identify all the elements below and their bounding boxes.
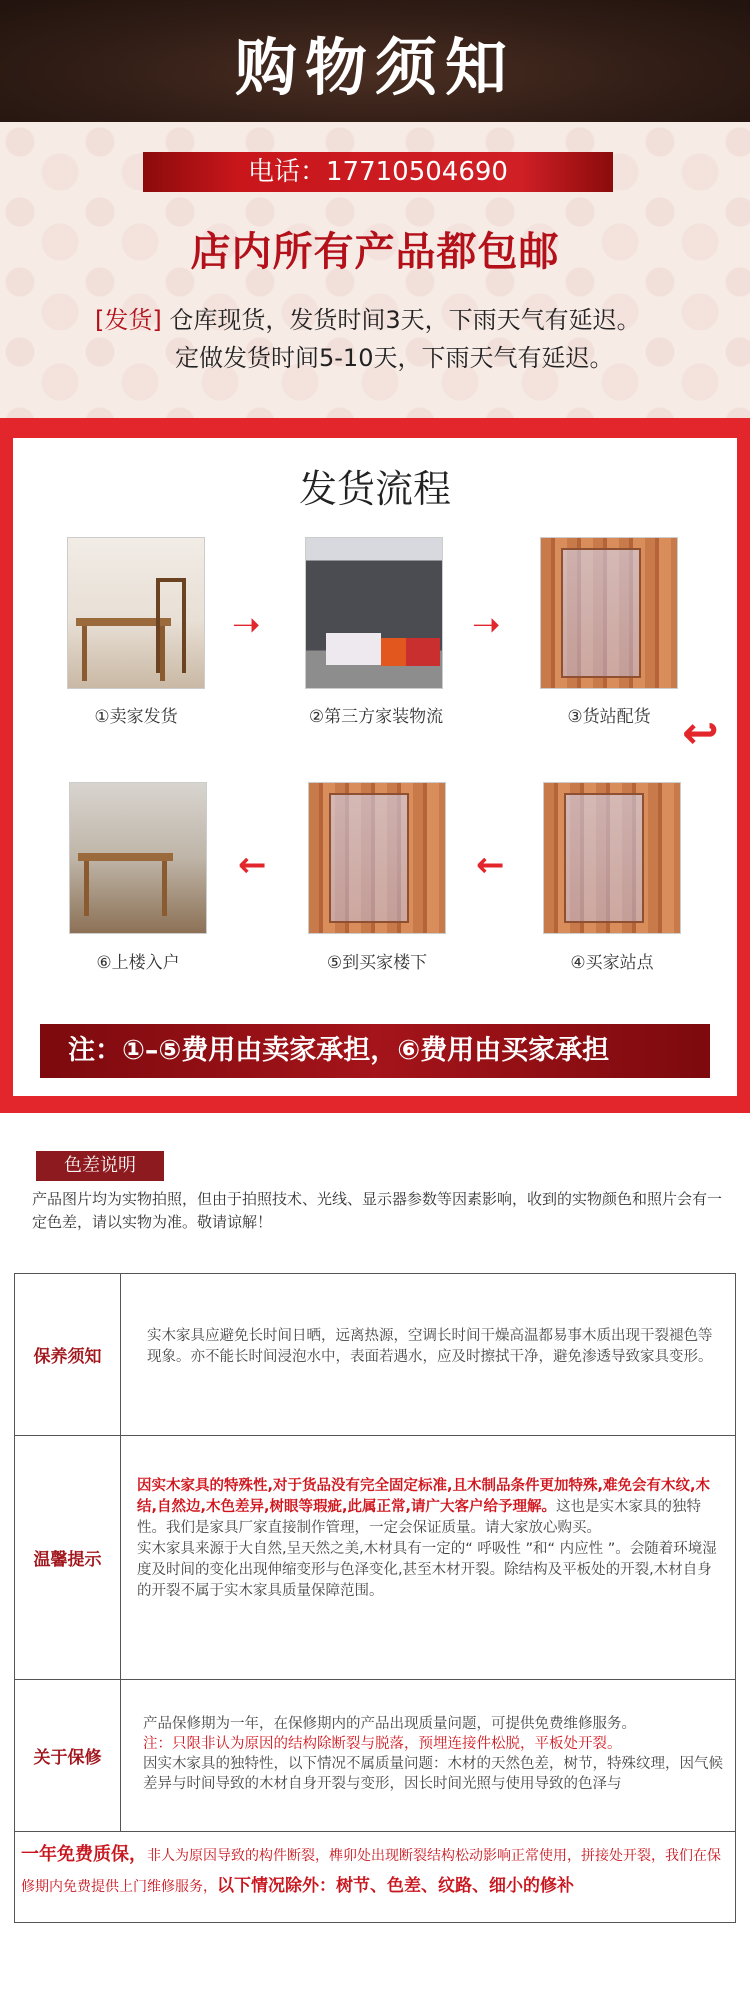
tips-body [121, 1436, 735, 1679]
tips-heading: 温馨提示 [15, 1436, 121, 1679]
tips-red-text: 因实木家具的特殊性,对于货品没有完全固定标准,且木制品条件更加特殊,难免会有木纹,木结,自然边,木色差异,树眼等瑕疵,此属正常,请广大客户给予理解。 [137, 1478, 711, 1515]
warranty-body [121, 1680, 735, 1831]
table-row-tips [15, 1436, 735, 1680]
page-title: 购物须知 [234, 31, 515, 104]
shipping-info-line2: 定做发货时间5-10天，下雨天气有延迟。 [175, 344, 614, 372]
color-diff-text: 产品图片均为实物拍照，但由于拍照技术、光线、显示器参数等因素影响，收到的实物颜色和照片会有一定色差，请以实物为准。敬请谅解！ [32, 1190, 723, 1231]
step-1-label: ①卖家发货 [94, 707, 178, 727]
table-row-warranty [15, 1680, 735, 1832]
warranty-line3: 因实木家具的独特性，以下情况不属质量问题：木材的天然色差，树节，特殊纹理，因气候差异与时间导致的木材自身开裂与变形，因长时间光照与使用导致的色泽与 [143, 1756, 723, 1792]
care-table [14, 1273, 736, 1923]
step-5-image [308, 782, 446, 934]
warranty-heading: 关于保修 [15, 1680, 121, 1831]
free-shipping-text: 店内所有产品都包邮 [190, 229, 560, 275]
arrow-right-icon: ➝ [472, 605, 501, 645]
step-2-image [305, 537, 443, 689]
care-text: 实木家具应避免长时间日晒，远离热源，空调长时间干燥高温都易事木质出现干裂褪色等现象。亦不能长时间浸泡水中，表面若遇水，应及时擦拭干净，避免渗透导致家具变形。 [147, 1328, 713, 1365]
free-warranty-title: 一年免费质保， [21, 1844, 147, 1865]
tips-text1: 这也是实木家具的独特性。我们是家具厂家直接制作管理，一定会保证质量。请大家放心购买。 [137, 1499, 702, 1536]
step-5-label: ⑤到买家楼下 [326, 953, 428, 973]
step-3-image [540, 537, 678, 689]
process-title: 发货流程 [298, 467, 451, 511]
step-6-image [69, 782, 207, 934]
shipping-info-text1: 仓库现货，发货时间3天，下雨天气有延迟。 [161, 306, 641, 334]
step-4-label: ④买家站点 [570, 953, 654, 973]
step-2-label: ②第三方家装物流 [308, 707, 444, 727]
color-diff-tag: 色差说明 [36, 1151, 164, 1181]
care-heading: 保养须知 [15, 1274, 121, 1435]
fee-note: 注：①–⑤费用由卖家承担，⑥费用由买家承担 [40, 1024, 710, 1078]
turn-arrow-icon: ↩ [682, 708, 719, 759]
tips-text2: 实木家具来源于大自然,呈天然之美,木材具有一定的“ 呼吸性 ”和“ 内应性 ”。会随着环境湿度及时间的变化出现伸缩变形与色泽变化,甚至木材开裂。除结构及平板处的开裂,木材自身的开裂不属于实木家具质量保障范围。 [137, 1541, 717, 1599]
shipping-tag: [发货] [95, 306, 162, 334]
table-row-care [15, 1274, 735, 1436]
free-warranty-row [15, 1832, 735, 1923]
phone-number: 电话：17710504690 [143, 152, 613, 192]
step-3-label: ③货站配货 [567, 707, 651, 727]
step-6-label: ⑥上楼入户 [96, 953, 180, 973]
arrow-left-icon: ← [238, 845, 267, 885]
arrow-right-icon: ➝ [232, 605, 261, 645]
warranty-line2: 注：只限非认为原因的结构除断裂与脱落，预埋连接件松脱，平板处开裂。 [143, 1736, 622, 1752]
step-1-image [67, 537, 205, 689]
free-warranty-exceptions: 以下情况除外：树节、色差、纹路、细小的修补 [217, 1876, 574, 1896]
warranty-line1: 产品保修期为一年，在保修期内的产品出现质量问题，可提供免费维修服务。 [143, 1716, 636, 1732]
step-4-image [543, 782, 681, 934]
shipping-info-line1 [95, 300, 641, 335]
free-warranty-text: 非人为原因导致的构件断裂，榫卯处出现断裂结构松动影响正常使用，拼接处开裂，我们在保修期内免费提供上门维修服务， [21, 1848, 721, 1895]
arrow-left-icon: ← [476, 845, 505, 885]
